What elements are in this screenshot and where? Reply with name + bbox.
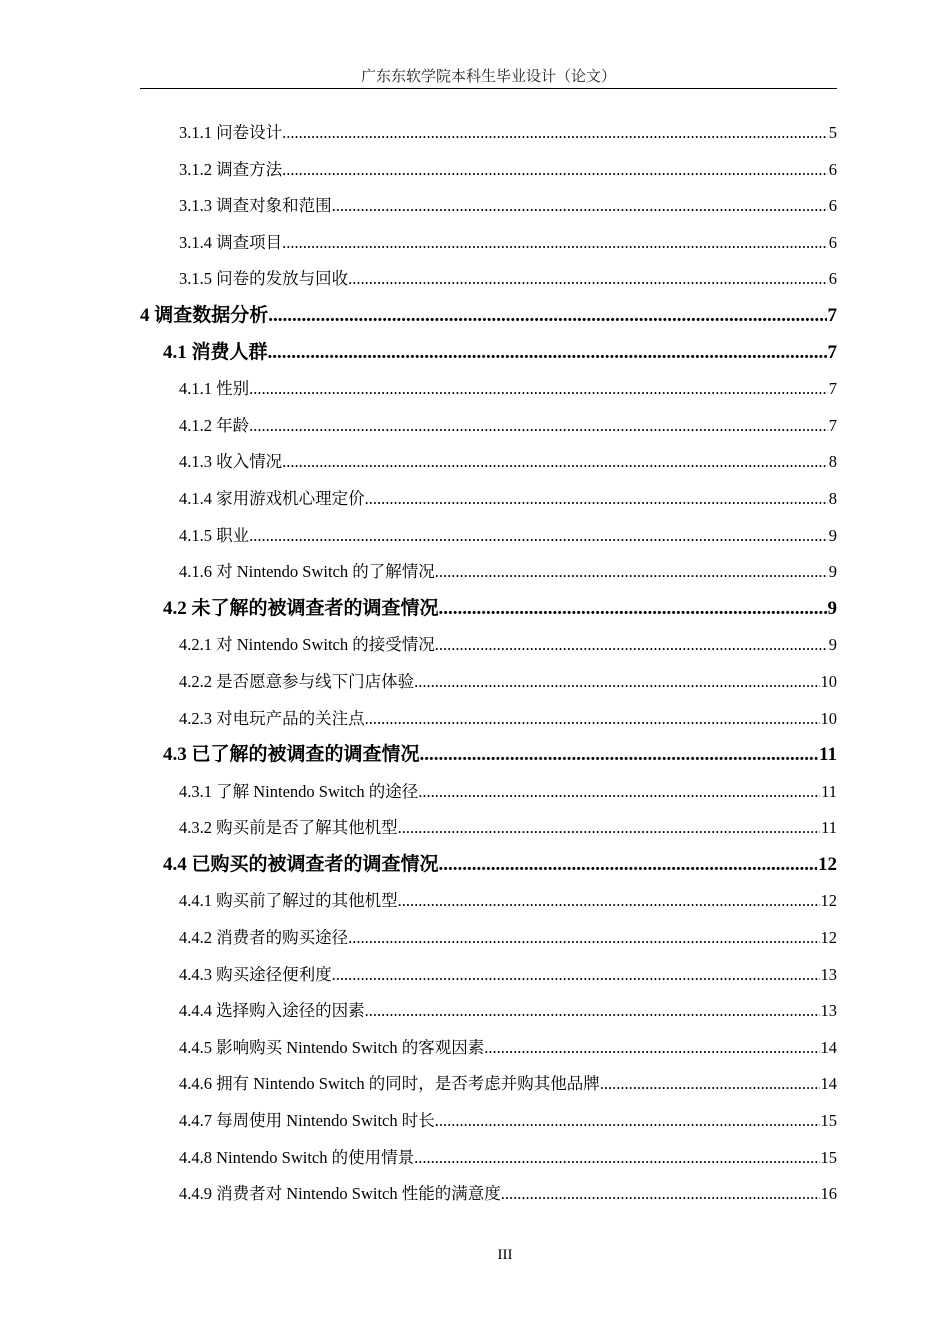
toc-entry-page-number: 6: [828, 232, 837, 252]
toc-entry-label: 4.3 已了解的被调查的调查情况: [163, 744, 420, 766]
toc-dot-leader: [398, 810, 820, 847]
toc-entry[interactable]: [140, 225, 837, 262]
toc-entry[interactable]: [140, 1176, 837, 1213]
toc-entry-label: 4.2.1 对 Nintendo Switch 的接受情况: [179, 635, 435, 655]
toc-dot-leader: [348, 261, 828, 298]
toc-dot-leader: [268, 298, 826, 335]
toc-entry-page-number: 12: [820, 928, 837, 948]
toc-entry[interactable]: [140, 701, 837, 738]
toc-entry-page-number: 16: [820, 1184, 837, 1204]
toc-entry-page-number: 9: [828, 525, 837, 545]
toc-dot-leader: [249, 518, 828, 555]
toc-entry-label: 4.1.3 收入情况: [179, 452, 283, 472]
toc-dot-leader: [484, 1030, 819, 1067]
toc-entry-page-number: 12: [818, 853, 837, 875]
toc-entry-label: 3.1.2 调查方法: [179, 159, 283, 179]
toc-entry-label: 4.2.2 是否愿意参与线下门店体验: [179, 671, 415, 691]
toc-entry-page-number: 9: [828, 562, 837, 582]
toc-dot-leader: [282, 152, 828, 189]
toc-entry-page-number: 12: [820, 891, 837, 911]
toc-dot-leader: [435, 554, 828, 591]
toc-entry-label: 4.4.5 影响购买 Nintendo Switch 的客观因素: [179, 1037, 485, 1057]
toc-entry-label: 4.1.6 对 Nintendo Switch 的了解情况: [179, 562, 435, 582]
toc-dot-leader: [398, 883, 820, 920]
toc-entry-label: 3.1.5 问卷的发放与回收: [179, 269, 349, 289]
toc-entry-label: 4 调查数据分析: [140, 304, 269, 326]
toc-entry[interactable]: [140, 335, 837, 372]
toc-entry-label: 4.4.9 消费者对 Nintendo Switch 性能的满意度: [179, 1184, 501, 1204]
toc-dot-leader: [365, 481, 828, 518]
toc-entry[interactable]: [140, 371, 837, 408]
toc-entry-label: 4.1.2 年龄: [179, 415, 250, 435]
toc-dot-leader: [282, 115, 828, 152]
toc-entry-label: 3.1.4 调查项目: [179, 232, 283, 252]
toc-entry-page-number: 8: [828, 452, 837, 472]
toc-dot-leader: [268, 335, 827, 372]
toc-entry[interactable]: [140, 993, 837, 1030]
toc-entry-label: 4.1.5 职业: [179, 525, 250, 545]
toc-dot-leader: [439, 591, 827, 628]
toc-entry-page-number: 13: [820, 964, 837, 984]
toc-entry-page-number: 5: [828, 123, 837, 142]
toc-entry[interactable]: [140, 883, 837, 920]
toc-entry-page-number: 10: [820, 708, 837, 728]
toc-entry[interactable]: [140, 627, 837, 664]
toc-dot-leader: [365, 993, 820, 1030]
toc-entry[interactable]: [140, 591, 837, 628]
toc-entry-page-number: 15: [820, 1147, 837, 1167]
toc-entry-label: 4.3.2 购买前是否了解其他机型: [179, 818, 398, 838]
toc-entry-label: 3.1.3 调查对象和范围: [179, 196, 332, 216]
toc-entry-label: 4.3.1 了解 Nintendo Switch 的途径: [179, 781, 419, 801]
toc-entry-page-number: 10: [820, 671, 837, 691]
toc-entry-page-number: 14: [820, 1074, 837, 1094]
toc-entry-label: 4.1.4 家用游戏机心理定价: [179, 488, 365, 508]
toc-entry-label: 4.4.1 购买前了解过的其他机型: [179, 891, 398, 911]
toc-entry[interactable]: [140, 152, 837, 189]
toc-entry-label: 4.4.2 消费者的购买途径: [179, 928, 349, 948]
toc-entry-label: 4.4.7 每周使用 Nintendo Switch 时长: [179, 1111, 435, 1131]
toc-entry-page-number: 11: [821, 818, 837, 838]
toc-dot-leader: [414, 664, 819, 701]
toc-entry-page-number: 7: [828, 379, 837, 399]
toc-entry[interactable]: [140, 554, 837, 591]
toc-entry[interactable]: [140, 1066, 837, 1103]
toc-entry[interactable]: [140, 810, 837, 847]
toc-entry-label: 3.1.1 问卷设计: [179, 123, 283, 142]
toc-entry-page-number: 9: [828, 635, 837, 655]
toc-dot-leader: [501, 1176, 820, 1213]
toc-entry[interactable]: [140, 261, 837, 298]
toc-entry[interactable]: [140, 444, 837, 481]
toc-dot-leader: [249, 371, 828, 408]
toc-entry[interactable]: [140, 408, 837, 445]
toc-dot-leader: [418, 774, 820, 811]
toc-entry[interactable]: [140, 774, 837, 811]
toc-entry-label: 4.1 消费人群: [163, 341, 268, 363]
toc-entry-page-number: 6: [828, 269, 837, 289]
toc-entry-page-number: 9: [827, 597, 837, 619]
toc-dot-leader: [332, 957, 820, 994]
toc-entry-label: 4.4 已购买的被调查者的调查情况: [163, 853, 439, 875]
toc-entry[interactable]: [140, 920, 837, 957]
toc-entry-page-number: 6: [828, 196, 837, 216]
toc-entry[interactable]: [140, 957, 837, 994]
toc-entry-label: 4.4.3 购买途径便利度: [179, 964, 332, 984]
toc-entry[interactable]: [140, 518, 837, 555]
toc-entry[interactable]: [140, 188, 837, 225]
toc-entry[interactable]: [140, 481, 837, 518]
toc-entry[interactable]: [140, 737, 837, 774]
page-header-title: 广东东软学院本科生毕业设计（论文）: [360, 69, 616, 85]
toc-dot-leader: [365, 701, 820, 738]
toc-entry-label: 4.2.3 对电玩产品的关注点: [179, 708, 365, 728]
toc-dot-leader: [249, 408, 828, 445]
toc-entry[interactable]: [140, 847, 837, 884]
toc-dot-leader: [420, 737, 819, 774]
toc-entry-page-number: 7: [828, 415, 837, 435]
toc-entry[interactable]: [140, 1140, 837, 1177]
toc-entry-label: 4.2 未了解的被调查者的调查情况: [163, 597, 439, 619]
toc-entry[interactable]: [140, 115, 837, 152]
toc-entry-page-number: 13: [820, 1001, 837, 1021]
toc-dot-leader: [348, 920, 819, 957]
toc-entry-page-number: 11: [819, 744, 837, 766]
toc-entry[interactable]: [140, 298, 837, 335]
toc-dot-leader: [282, 444, 828, 481]
table-of-contents: [140, 115, 837, 1213]
toc-dot-leader: [600, 1066, 820, 1103]
toc-entry-label: 4.1.1 性别: [179, 379, 250, 399]
toc-entry[interactable]: [140, 1103, 837, 1140]
toc-dot-leader: [439, 847, 817, 884]
header-divider: [140, 88, 837, 89]
toc-entry-page-number: 7: [827, 341, 837, 363]
toc-entry-page-number: 15: [820, 1111, 837, 1131]
toc-dot-leader: [332, 188, 828, 225]
toc-dot-leader: [435, 1103, 820, 1140]
toc-entry-label: 4.4.6 拥有 Nintendo Switch 的同时，是否考虑并购其他品牌: [179, 1074, 600, 1094]
page-number: III: [497, 1247, 513, 1263]
toc-dot-leader: [282, 225, 828, 262]
toc-entry-label: 4.4.4 选择购入途径的因素: [179, 1001, 365, 1021]
toc-entry-page-number: 11: [821, 781, 837, 801]
toc-entry-page-number: 8: [828, 488, 837, 508]
toc-dot-leader: [435, 627, 828, 664]
toc-entry-label: 4.4.8 Nintendo Switch 的使用情景: [179, 1147, 415, 1167]
toc-entry[interactable]: [140, 1030, 837, 1067]
toc-entry[interactable]: [140, 664, 837, 701]
toc-dot-leader: [414, 1140, 819, 1177]
toc-entry-page-number: 14: [820, 1037, 837, 1057]
toc-entry-page-number: 7: [827, 304, 837, 326]
toc-entry-page-number: 6: [828, 159, 837, 179]
